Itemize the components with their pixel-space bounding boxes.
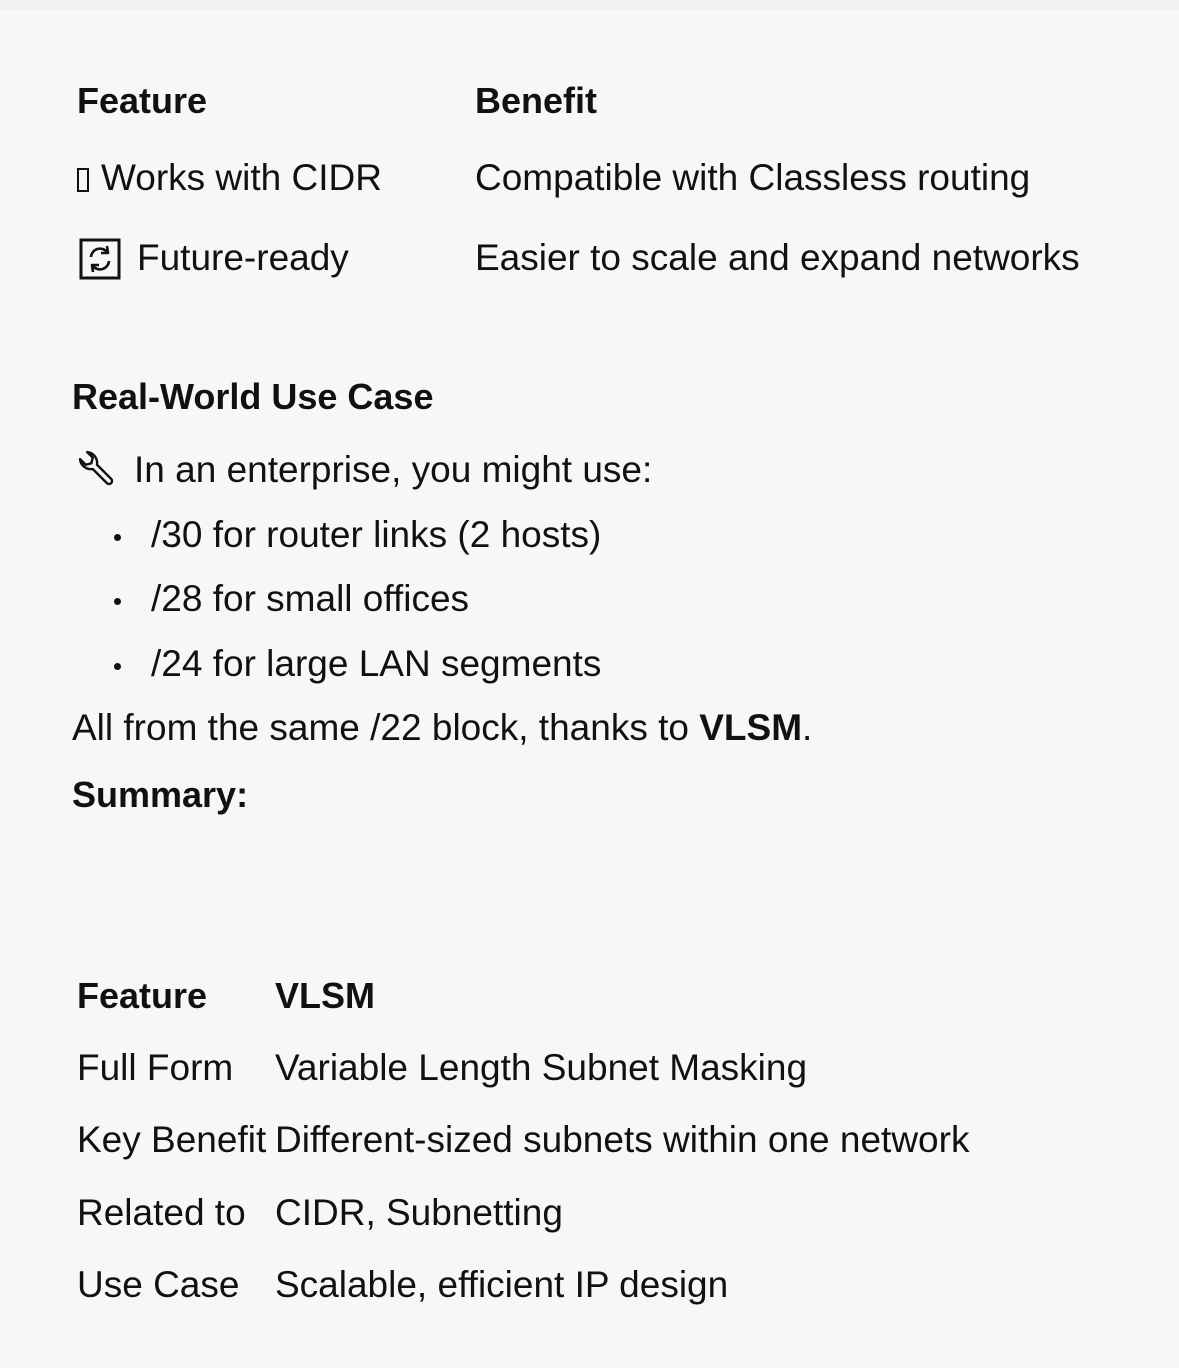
list-item	[114, 578, 469, 620]
bullet-icon	[114, 534, 121, 541]
closing-text: All from the same /22 block, thanks to	[72, 707, 700, 748]
table2-row-value: CIDR, Subnetting	[275, 1192, 563, 1233]
table2-row-value: Variable Length Subnet Masking	[275, 1047, 808, 1088]
table2-row-feature: Full Form	[77, 1047, 234, 1088]
closing-bold-term: VLSM	[699, 707, 803, 748]
list-item	[114, 514, 601, 556]
table1-row2-benefit: Easier to scale and expand networks	[475, 237, 1080, 278]
bullet-icon	[114, 663, 121, 670]
top-edge-strip	[0, 0, 1179, 10]
table1-header-benefit: Benefit	[475, 80, 598, 121]
list-item-text: /24 for large LAN segments	[151, 643, 602, 684]
closing-period: .	[802, 707, 813, 748]
wrench-icon	[74, 446, 120, 492]
table1-row-feature	[77, 157, 382, 199]
table2-row-feature: Key Benefit	[77, 1119, 267, 1160]
table2-row-feature: Related to	[77, 1192, 246, 1233]
table2-row-value: Scalable, efficient IP design	[275, 1264, 729, 1305]
list-item-text: /28 for small offices	[151, 578, 470, 619]
missing-glyph-icon	[77, 168, 89, 192]
use-case-intro-text: In an enterprise, you might use:	[134, 449, 653, 490]
table2-row-value: Different-sized subnets within one network	[275, 1119, 970, 1160]
use-case-intro	[74, 446, 652, 492]
table2-header-vlsm: VLSM	[275, 975, 376, 1016]
table1-row2-feature-text: Future-ready	[137, 237, 349, 278]
table1-row-feature	[79, 237, 349, 280]
list-item	[114, 643, 601, 685]
summary-heading: Summary:	[72, 774, 249, 815]
table2-header-feature: Feature	[77, 975, 208, 1016]
table1-row1-feature-text: Works with CIDR	[101, 157, 382, 198]
use-case-closing	[72, 707, 812, 749]
table2-row-feature: Use Case	[77, 1264, 240, 1305]
table1-row1-benefit: Compatible with Classless routing	[475, 157, 1031, 198]
bullet-icon	[114, 598, 121, 605]
use-case-heading: Real-World Use Case	[72, 376, 434, 417]
refresh-icon	[79, 238, 121, 280]
list-item-text: /30 for router links (2 hosts)	[151, 514, 602, 555]
table1-header-feature: Feature	[77, 80, 208, 121]
